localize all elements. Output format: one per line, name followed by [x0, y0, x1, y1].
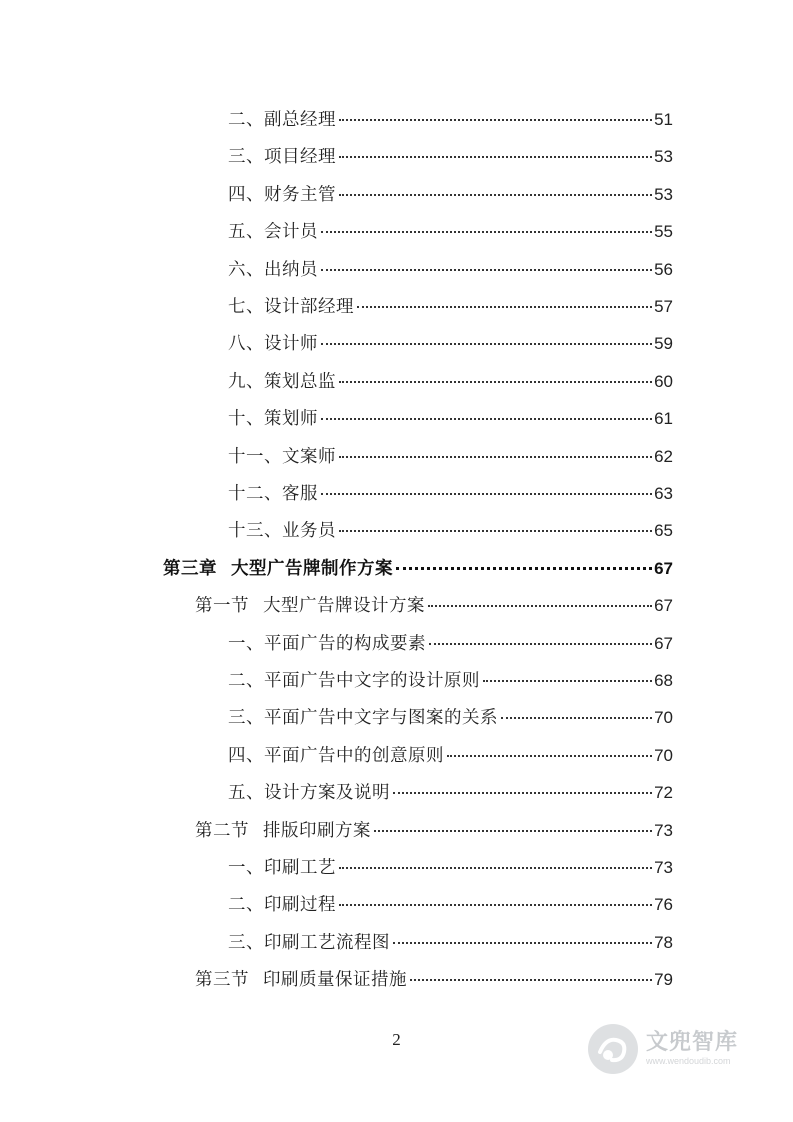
toc-leader-dots — [357, 305, 652, 308]
toc-leader-dots — [339, 455, 652, 458]
toc-entry-prefix: 八、 — [228, 334, 264, 355]
toc-entry-page: 68 — [654, 671, 673, 690]
toc-leader-dots — [339, 118, 652, 121]
toc-entry[interactable] — [228, 886, 673, 923]
toc-entry-prefix: 十二、 — [228, 484, 282, 504]
toc-entry-title: 设计师 — [264, 334, 318, 355]
toc-entry-title: 印刷过程 — [264, 895, 336, 916]
toc-entry-title: 副总经理 — [264, 110, 336, 130]
toc-entry-title: 设计部经理 — [264, 297, 354, 317]
toc-entry[interactable] — [228, 849, 673, 886]
toc-entry-title: 平面广告中文字与图案的关系 — [264, 708, 498, 729]
toc-entry-title: 策划总监 — [264, 371, 336, 392]
toc-leader-dots — [321, 268, 652, 271]
toc-entry-page: 67 — [654, 633, 673, 653]
toc-entry-page: 57 — [654, 297, 673, 316]
toc-entry[interactable] — [228, 774, 673, 811]
toc-entry[interactable] — [228, 699, 673, 736]
toc-entry-title: 出纳员 — [264, 259, 318, 280]
toc-entry-page: 63 — [654, 484, 673, 503]
toc-entry[interactable] — [195, 812, 673, 849]
toc-entry-title: 策划师 — [264, 409, 318, 430]
toc-entry[interactable] — [228, 176, 673, 213]
toc-entry-title: 财务主管 — [264, 184, 336, 205]
toc-entry[interactable] — [163, 550, 673, 587]
toc-entry[interactable] — [228, 475, 673, 512]
toc-entry-prefix: 二、 — [228, 895, 264, 916]
toc-entry-prefix: 第三节 — [195, 970, 249, 991]
toc-entry[interactable] — [228, 101, 673, 138]
toc-entry-prefix: 二、 — [228, 671, 264, 691]
toc-entry-page: 55 — [654, 222, 673, 242]
toc-entry-page: 73 — [654, 858, 673, 877]
toc-entry-prefix: 五、 — [228, 222, 264, 243]
toc-leader-dots — [501, 716, 652, 719]
toc-leader-dots — [339, 866, 652, 869]
toc-entry-prefix: 三、 — [228, 708, 264, 729]
toc-entry-prefix: 五、 — [228, 783, 264, 804]
toc-entry-title: 业务员 — [282, 521, 336, 542]
toc-entry-title: 设计方案及说明 — [264, 783, 390, 804]
toc-entry-prefix: 三、 — [228, 932, 264, 953]
toc-entry[interactable] — [228, 325, 673, 362]
toc-entry-title: 平面广告中的创意原则 — [264, 745, 444, 766]
toc-entry-page: 53 — [654, 147, 673, 167]
toc-entry-page: 67 — [654, 558, 673, 578]
toc-entry-prefix: 第三章 — [163, 558, 217, 579]
toc-entry-page: 79 — [654, 970, 673, 990]
toc-entry[interactable] — [228, 288, 673, 325]
toc-leader-dots — [393, 941, 652, 944]
toc-entry-page: 73 — [654, 820, 673, 840]
toc-entry-prefix: 第一节 — [195, 596, 249, 617]
toc-entry-title: 平面广告中文字的设计原则 — [264, 671, 480, 691]
toc-leader-dots — [428, 604, 652, 607]
watermark — [586, 1018, 756, 1080]
toc-entry[interactable] — [228, 363, 673, 400]
toc-entry-page: 76 — [654, 895, 673, 915]
toc-entry-prefix: 十一、 — [228, 446, 282, 467]
toc-entry[interactable] — [228, 625, 673, 662]
toc-leader-dots — [321, 492, 652, 495]
toc-entry-prefix: 九、 — [228, 371, 264, 392]
toc-leader-dots — [396, 566, 652, 570]
toc-leader-dots — [374, 829, 652, 832]
toc-leader-dots — [339, 380, 652, 383]
toc-entry-prefix: 十、 — [228, 409, 264, 430]
toc-leader-dots — [321, 230, 652, 233]
toc-entry-prefix: 四、 — [228, 184, 264, 205]
toc-leader-dots — [483, 679, 652, 682]
toc-entry[interactable] — [195, 961, 673, 998]
toc-entry[interactable] — [228, 400, 673, 437]
toc-entry-title: 印刷工艺流程图 — [264, 932, 390, 953]
toc-leader-dots — [321, 342, 652, 345]
watermark-url: www.wendoudib.com — [646, 1056, 731, 1066]
toc-entry-title: 大型广告牌制作方案 — [231, 558, 393, 579]
toc-entry[interactable] — [228, 213, 673, 250]
toc-entry[interactable] — [228, 138, 673, 175]
toc-entry-title: 印刷工艺 — [264, 858, 336, 878]
toc-entry-page: 72 — [654, 783, 673, 803]
toc-entry-prefix: 十三、 — [228, 521, 282, 542]
toc-leader-dots — [339, 529, 652, 532]
toc-entry[interactable] — [228, 438, 673, 475]
page-number: 2 — [392, 1030, 401, 1049]
toc-leader-dots — [447, 754, 652, 757]
toc-entry[interactable] — [228, 662, 673, 699]
toc-entry-prefix: 一、 — [228, 858, 264, 878]
toc-entry-page: 67 — [654, 596, 673, 616]
toc-entry-page: 70 — [654, 708, 673, 728]
toc-entry-title: 客服 — [282, 484, 318, 504]
toc-entry-title: 项目经理 — [264, 147, 336, 168]
toc-entry-title: 大型广告牌设计方案 — [263, 596, 425, 617]
toc-leader-dots — [393, 791, 652, 794]
toc-leader-dots — [429, 642, 652, 645]
toc-entry-page: 51 — [654, 110, 673, 129]
toc-entry-page: 59 — [654, 334, 673, 354]
toc-entry-page: 53 — [654, 184, 673, 204]
toc-entry-prefix: 二、 — [228, 110, 264, 130]
toc-entry-title: 排版印刷方案 — [263, 820, 371, 841]
watermark-title: 文兜智库 — [646, 1030, 739, 1055]
toc-entry-page: 62 — [654, 446, 673, 466]
toc-leader-dots — [339, 155, 652, 158]
toc-entry-page: 61 — [654, 409, 673, 429]
toc-entry-prefix: 第二节 — [195, 820, 249, 841]
toc-entry[interactable] — [228, 737, 673, 774]
toc-entry-page: 78 — [654, 932, 673, 952]
toc-entry-page: 56 — [654, 259, 673, 279]
toc-entry-prefix: 三、 — [228, 147, 264, 168]
toc-entry[interactable] — [228, 924, 673, 961]
toc-leader-dots — [339, 193, 652, 196]
toc-entry-prefix: 一、 — [228, 633, 264, 654]
toc-entry[interactable] — [195, 587, 673, 624]
toc-leader-dots — [321, 417, 652, 420]
toc-entry[interactable] — [228, 512, 673, 549]
toc-entry-page: 65 — [654, 521, 673, 541]
logo-icon — [586, 1022, 640, 1076]
toc-entry-prefix: 七、 — [228, 297, 264, 317]
toc-entry-title: 文案师 — [282, 446, 336, 467]
toc-entry-title: 会计员 — [264, 222, 318, 243]
toc-entry-title: 平面广告的构成要素 — [264, 633, 426, 654]
toc-entry-prefix: 六、 — [228, 259, 264, 280]
toc-entry-page: 70 — [654, 745, 673, 765]
toc-entry-page: 60 — [654, 371, 673, 391]
toc-leader-dots — [339, 903, 652, 906]
toc-entry-prefix: 四、 — [228, 745, 264, 766]
toc-leader-dots — [410, 978, 652, 981]
toc-entry[interactable] — [228, 251, 673, 288]
toc-entry-title: 印刷质量保证措施 — [263, 970, 407, 991]
